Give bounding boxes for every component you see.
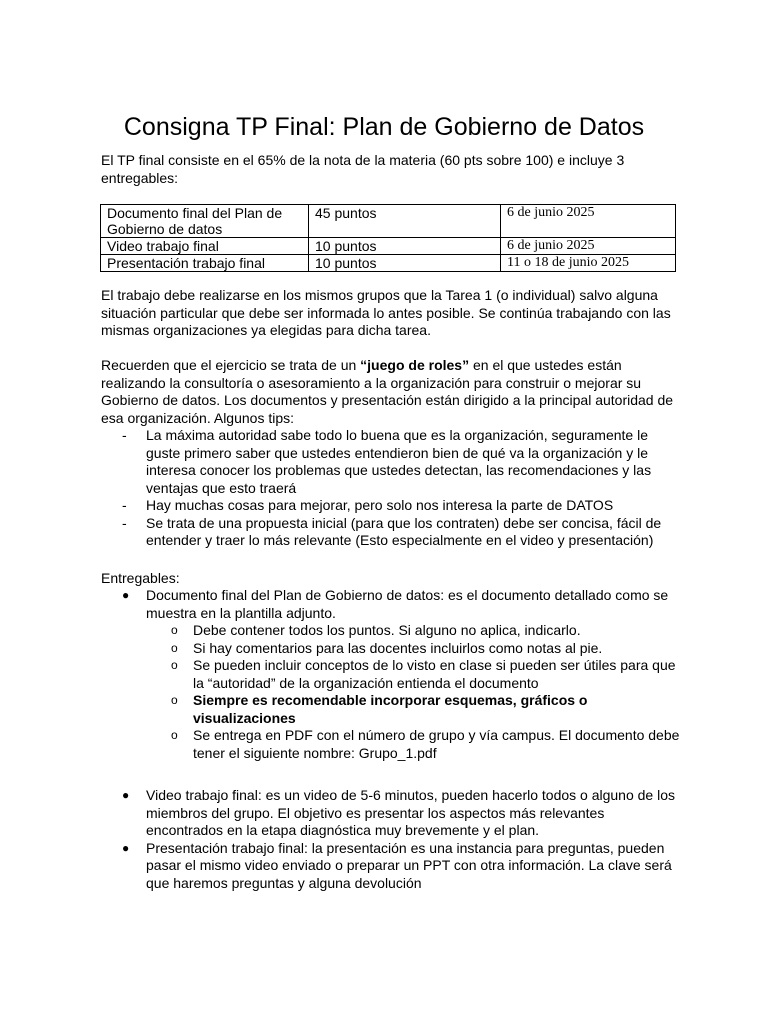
date-cell: 6 de junio 2025	[501, 205, 676, 238]
list-item: ● Video trabajo final: es un video de 5-6 minutos, pueden hacerlo todos o alguno de los miembros del grupo. El objetivo es presentar los aspectos más relevantes encontrados en la etapa diagnóstica muy brevemente y el plan.	[122, 787, 675, 838]
list-item: o Si hay comentarios para las docentes incluirlos como notas al pie.	[171, 639, 603, 656]
points-cell: 10 puntos	[309, 255, 501, 272]
list-item: o Se pueden incluir conceptos de lo visto en clase si pueden ser útiles para que la “autoridad” de la organización entienda el documento	[171, 657, 676, 691]
list-item: ● Documento final del Plan de Gobierno de datos: es el documento detallado como se muestra en la plantilla adjunto. o Debe contener todos los puntos. Si alguno no aplica, indicarlo. o Si hay comentarios para las docentes incluirlos como notas al pie. o Se pueden incluir conceptos de lo visto en clase si pueden ser útiles para que la “autoridad” de la organización entienda el documento o Siempre es recomendable incorporar esquemas, gráficos o visualizaciones o Se entrega en PDF con el número de grupo y vía campus. El documento debe tener el siguiente nombre: Grupo_1.pdf	[122, 587, 680, 761]
list-item: - Se trata de una propuesta inicial (para que los contraten) debe ser concisa, fácil de entender y traer lo más relevante (Esto especialmente en el video y presentación)	[122, 514, 662, 548]
deliverables-list-continued	[101, 787, 681, 892]
tips-list	[101, 427, 681, 550]
page-title: Consigna TP Final: Plan de Gobierno de Datos	[123, 113, 645, 141]
deliverable-cell: Documento final del Plan de Gobierno de datos	[101, 205, 309, 238]
entregables-heading: Entregables:	[101, 570, 180, 586]
circle-bullet-icon: o	[171, 728, 178, 742]
table-row	[101, 238, 676, 255]
date-cell: 11 o 18 de junio 2025	[501, 255, 676, 272]
document-requirements-list	[146, 622, 681, 762]
deliverable-cell: Presentación trabajo final	[101, 255, 309, 272]
circle-bullet-icon: o	[171, 640, 178, 655]
role-play-paragraph: Recuerden que el ejercicio se trata de un “juego de roles” en el que ustedes están realizando la consultoría o asesoramiento a la organización para construir o mejorar su Gobierno de datos. Los documentos y presentación están dirigido a la principal autoridad de esa organización. Algunos tips:	[101, 357, 674, 426]
circle-bullet-icon: o	[171, 623, 178, 637]
list-item: o Debe contener todos los puntos. Si alguno no aplica, indicarlo.	[171, 622, 581, 638]
table-row	[101, 255, 676, 272]
circle-bullet-icon: o	[171, 693, 178, 707]
points-cell: 10 puntos	[309, 238, 501, 255]
list-item: - Hay muchas cosas para mejorar, pero solo nos interesa la parte de DATOS	[122, 497, 614, 513]
bullet-icon: ●	[122, 788, 130, 802]
circle-bullet-icon: o	[171, 658, 178, 672]
dash-marker: -	[122, 497, 127, 513]
table-row	[101, 205, 676, 238]
bullet-icon: ●	[122, 840, 130, 855]
role-play-emphasis: “juego de roles”	[360, 357, 470, 373]
deliverables-table	[100, 204, 676, 272]
points-cell: 45 puntos	[309, 205, 501, 238]
deliverables-list	[101, 587, 681, 762]
groups-paragraph: El trabajo debe realizarse en los mismos grupos que la Tarea 1 (o individual) salvo alguna situación particular que debe ser informada lo antes posible. Se continúa trabajando con las mismas organizaciones ya elegidas para dicha tarea.	[101, 287, 671, 338]
list-item: o Siempre es recomendable incorporar esquemas, gráficos o visualizaciones	[171, 692, 588, 726]
list-item: - La máxima autoridad sabe todo lo buena que es la organización, seguramente le guste primero saber que ustedes entendieron bien de qué va la organización y le interesa conocer los problemas que ustedes detectan, las recomendaciones y las ventajas que esto traerá	[122, 427, 652, 496]
list-item: o Se entrega en PDF con el número de grupo y vía campus. El documento debe tener el siguiente nombre: Grupo_1.pdf	[171, 727, 680, 761]
deliverable-cell: Video trabajo final	[101, 238, 309, 255]
date-cell: 6 de junio 2025	[501, 238, 676, 255]
intro-paragraph: El TP final consiste en el 65% de la nota de la materia (60 pts sobre 100) e incluye 3 entregables:	[101, 152, 625, 186]
list-item: ● Presentación trabajo final: la presentación es una instancia para preguntas, pueden pasar el mismo video enviado o preparar un PPT con otra información. La clave será que haremos preguntas y alguna devolución	[122, 839, 672, 891]
dash-marker: -	[122, 427, 127, 443]
dash-marker: -	[122, 514, 127, 531]
bullet-icon: ●	[122, 588, 130, 602]
